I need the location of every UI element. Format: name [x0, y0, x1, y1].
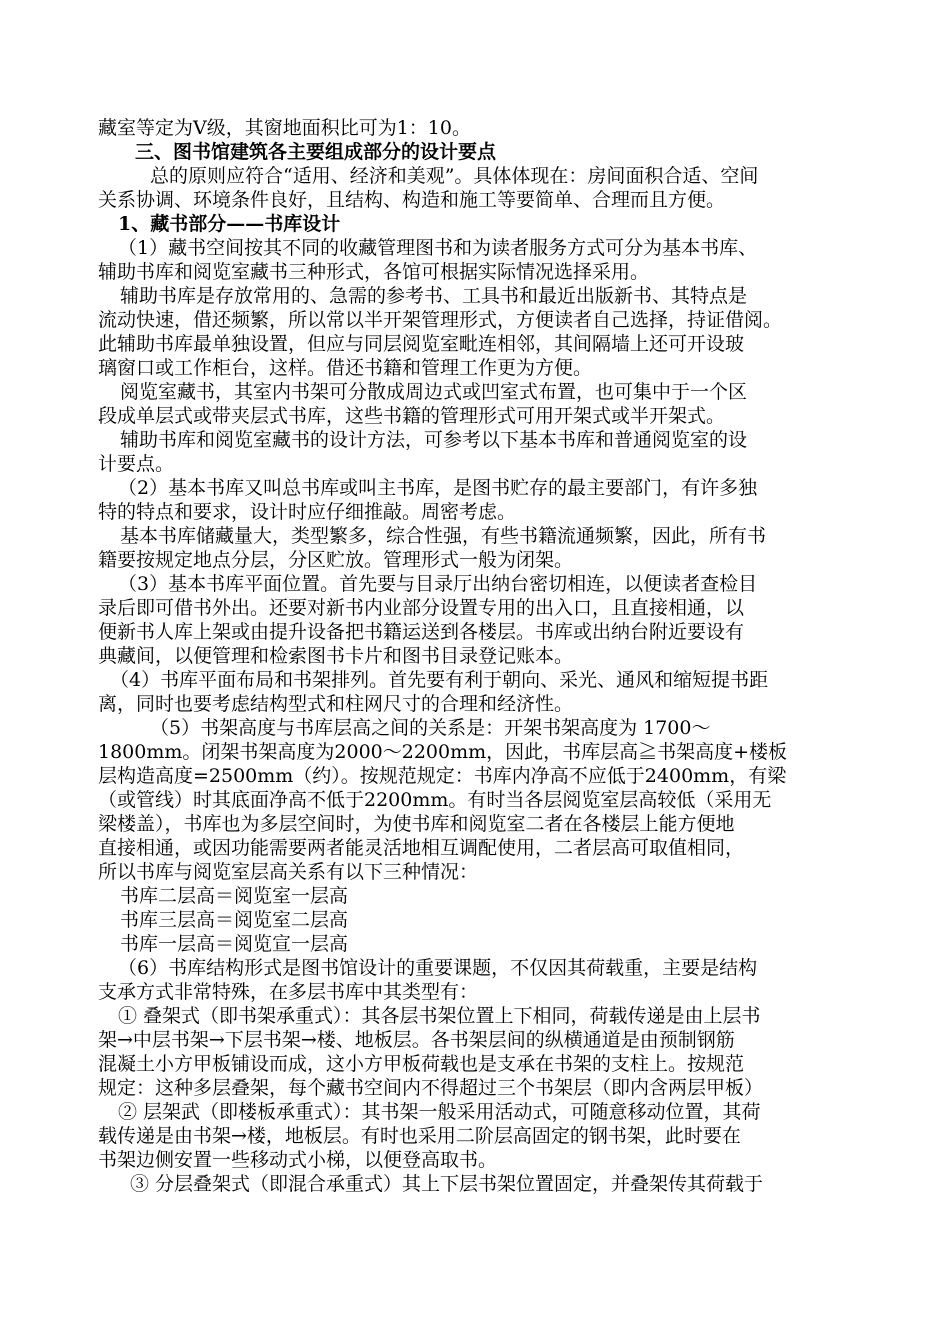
text-line: 书库三层高＝阅览室二层高 [120, 909, 349, 931]
text-line: 直接相通，或因功能需要两者能灵活地相互调配使用，二者层高可取值相同， [98, 837, 745, 859]
subsection-heading: 1、藏书部分——书库设计 [118, 213, 341, 235]
text-line: 此辅助书库最单独设置，但应与同层阅览室毗连相邻，其间隔墙上还可开设玻 [98, 333, 745, 355]
text-line: 离，同时也要考虑结构型式和柱网尺寸的合理和经济性。 [98, 693, 574, 715]
text-line: ② 层架武（即楼板承重式）：其书架一般采用活动式，可随意移动位置，其荷 [118, 1101, 761, 1123]
text-line: （3）基本书库平面位置。首先要与目录厅出纳台密切相连，以便读者查检目 [118, 573, 758, 595]
text-line: 梁楼盖），书库也为多层空间时，为使书库和阅览室二者在各楼层上能方便地 [98, 813, 735, 835]
text-line: 规定：这种多层叠架，每个藏书空间内不得超过三个书架层（即内含两层甲板） [98, 1077, 764, 1099]
text-line: 便新书人库上架或由提升设备把书籍运送到各楼层。书库或出纳台附近要设有 [98, 621, 745, 643]
text-line: 书库一层高＝阅览宣一层高 [120, 933, 349, 955]
text-line: （1）藏书空间按其不同的收藏管理图书和为读者服务方式可分为基本书库、 [118, 237, 758, 259]
text-line: （5）书架高度与书库层高之间的关系是：开架书架高度为 1700～ [150, 717, 711, 739]
text-line: 所以书库与阅览室层高关系有以下三种情况： [98, 861, 479, 883]
text-line: 段成单层式或带夹层式书库，这些书籍的管理形式可用开架式或半开架式。 [98, 405, 726, 427]
text-line: 架→中层书架→下层书架→楼、地板层。各书架层间的纵横通道是由预制钢筋 [98, 1029, 735, 1051]
text-line: 载传递是由书架→楼，地板层。有时也采用二阶层高固定的钢书架，此时要在 [98, 1125, 741, 1147]
text-line: 典藏间，以便管理和检索图书卡片和图书目录登记账本。 [98, 645, 574, 667]
text-line: 流动快速，借还频繁，所以常以半开架管理形式，方便读者自己选择，持证借阅。 [98, 309, 783, 331]
section-heading: 三、图书馆建筑各主要组成部分的设计要点 [135, 141, 497, 163]
text-line: 藏室等定为Ⅴ级，其窗地面积比可为1：10。 [98, 117, 471, 139]
text-line: 特的特点和要求，设计时应仔细推敲。周密考虑。 [98, 501, 517, 523]
text-line: ① 叠架式（即书架承重式）：其各层书架位置上下相同，荷载传递是由上层书 [118, 1005, 761, 1027]
text-line: 璃窗口或工作柜台，这样。借还书籍和管理工作更为方便。 [98, 357, 593, 379]
text-line: 书架边侧安置一些移动式小梯，以便登高取书。 [98, 1149, 498, 1171]
text-line: 阅览室藏书，其室内书架可分散成周边式或凹室式布置，也可集中于一个区 [120, 381, 748, 403]
text-line: 混凝土小方甲板铺设而成，这小方甲板荷载也是支承在书架的支柱上。按规范 [98, 1053, 745, 1075]
text-line: （6）书库结构形式是图书馆设计的重要课题，不仅因其荷载重，主要是结构 [118, 957, 758, 979]
text-line: （或管线）时其底面净高不低于2200mm。有时当各层阅览室层高较低（采用无 [98, 789, 772, 811]
text-line: 层构造高度=2500mm（约）。按规范规定：书库内净高不应低于2400mm，有梁 [98, 765, 787, 787]
text-line: 支承方式非常特殊，在多层书库中其类型有： [98, 981, 479, 1003]
text-line: 1800mm。闭架书架高度为2000～2200mm，因此，书库层高≧书架高度+楼板 [98, 741, 788, 763]
text-line: （4）书库平面布局和书架排列。首先要有利于朝向、采光、通风和缩短提书距 [110, 669, 769, 691]
text-line: 辅助书库和阅览室藏书三种形式，各馆可根据实际情况选择采用。 [98, 261, 650, 283]
text-line: 辅助书库和阅览室藏书的设计方法，可参考以下基本书库和普通阅览室的设 [120, 429, 748, 451]
text-line: 计要点。 [98, 453, 175, 475]
text-line: 籍要按规定地点分层，分区贮放。管理形式一般为闭架。 [98, 549, 574, 571]
text-line: 总的原则应符合“适用、经济和美观”。具体体现在：房间面积合适、空间 [150, 165, 759, 187]
text-line: 书库二层高＝阅览室一层高 [120, 885, 349, 907]
text-line: 辅助书库是存放常用的、急需的参考书、工具书和最近出版新书、其特点是 [120, 285, 748, 307]
text-line: 基本书库储藏量大，类型繁多，综合性强，有些书籍流通频繁，因此，所有书 [120, 525, 767, 547]
text-line: （2）基本书库又叫总书库或叫主书库，是图书贮存的最主要部门，有许多独 [118, 477, 758, 499]
text-line: 录后即可借书外出。还要对新书内业部分设置专用的出入口，且直接相通，以 [98, 597, 745, 619]
text-line: 关系协调、环境条件良好，且结构、构造和施工等要简单、合理而且方便。 [98, 189, 726, 211]
text-line: ③ 分层叠架式（即混合承重式）其上下层书架位置固定，并叠架传其荷载于 [130, 1173, 764, 1195]
